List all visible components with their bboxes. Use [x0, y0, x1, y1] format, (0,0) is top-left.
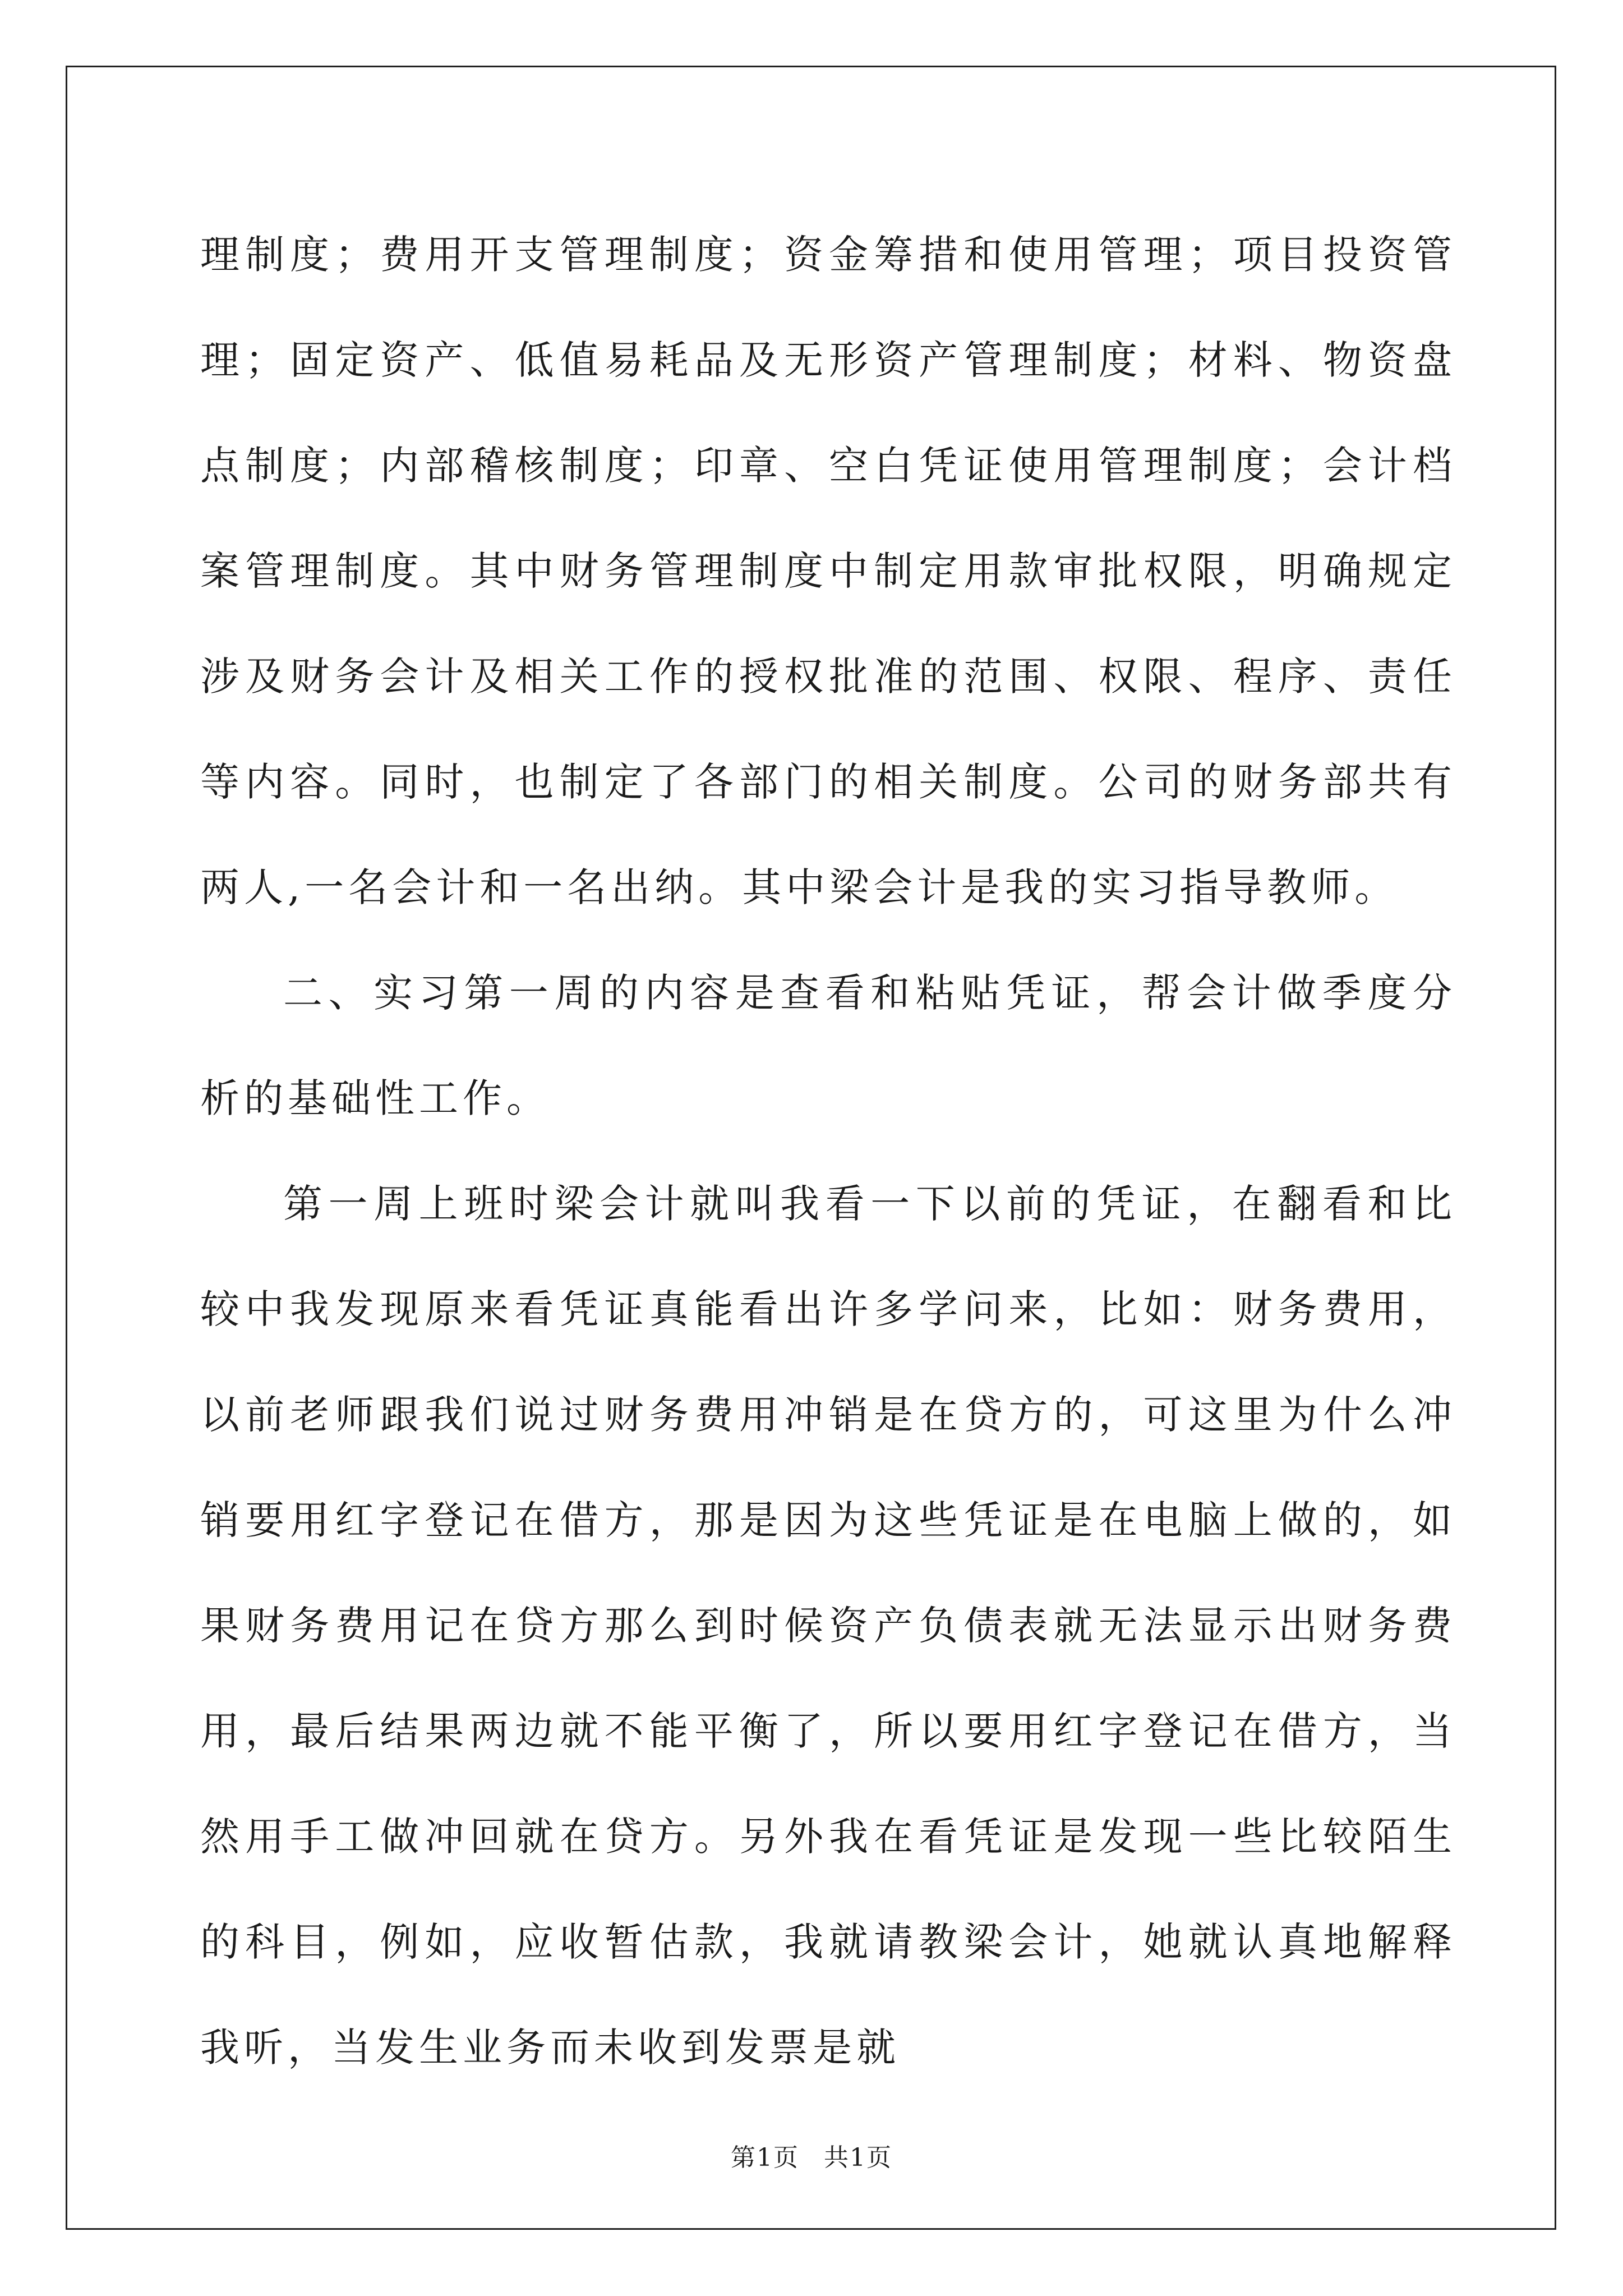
paragraph-regulations: 理制度；费用开支管理制度；资金筹措和使用管理；项目投资管理；固定资产、低值易耗品及无形资产管理制度；材料、物资盘点制度；内部稽核制度；印章、空白凭证使用管理制度；会计档案管理制度。其中财务管理制度中制定用款审批权限，明确规定涉及财务会计及相关工作的授权批准的范围、权限、程序、责任等内容。同时，也制定了各部门的相关制度。公司的财务部共有两人,一名会计和一名出纳。其中梁会计是我的实习指导教师。 [200, 232, 1456, 910]
page-total: 共1页 [824, 2143, 892, 2172]
page-number: 第1页 [731, 2143, 799, 2172]
page-footer [0, 2137, 1623, 2173]
paragraph-week-one-details: 第一周上班时梁会计就叫我看一下以前的凭证，在翻看和比较中我发现原来看凭证真能看出许多学问来，比如：财务费用，以前老师跟我们说过财务费用冲销是在贷方的，可这里为什么冲销要用红字登记在借方，那是因为这些凭证是在电脑上做的，如果财务费用记在贷方那么到时候资产负债表就无法显示出财务费用，最后结果两边就不能平衡了，所以要用红字登记在借方，当然用手工做冲回就在贷方。另外我在看凭证是发现一些比较陌生的科目，例如，应收暂估款，我就请教梁会计，她就认真地解释我听，当发生业务而未收到发票是就 [200, 1181, 1456, 2070]
paragraph-week-one-heading: 二、实习第一周的内容是查看和粘贴凭证，帮会计做季度分析的基础性工作。 [200, 970, 1456, 1121]
document-body [200, 202, 1456, 2100]
